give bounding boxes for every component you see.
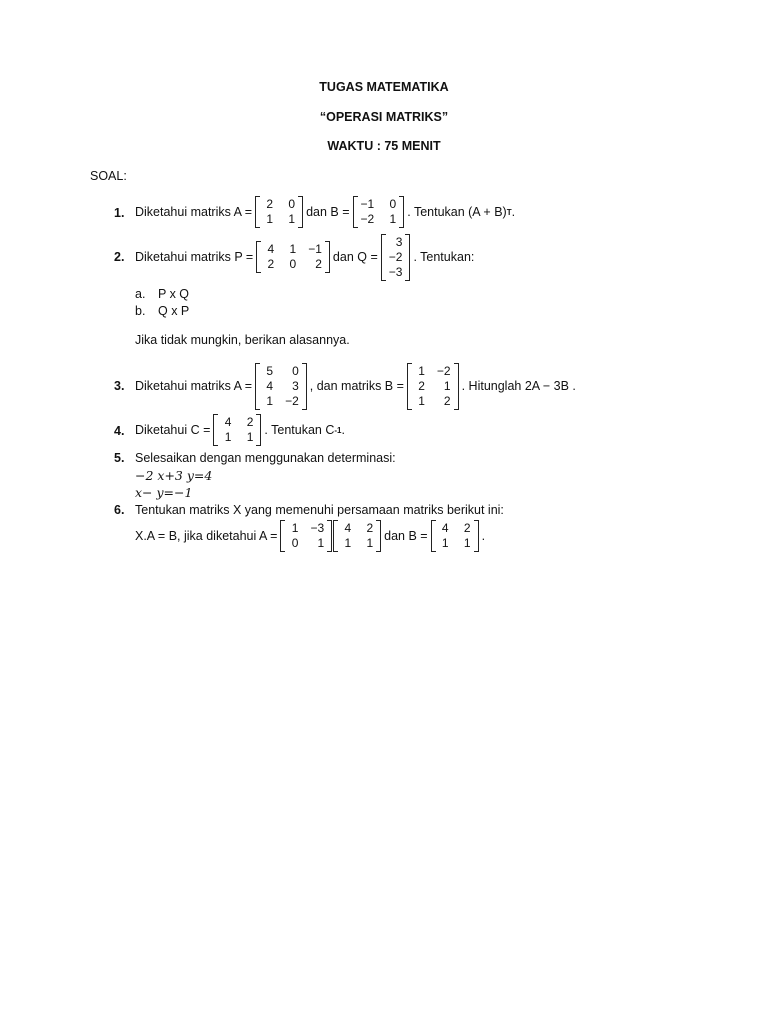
bracket-left bbox=[256, 363, 260, 410]
matrix-entry: 4 bbox=[344, 521, 352, 535]
matrix-entry: −3 bbox=[310, 521, 325, 535]
q1-matrix-b bbox=[353, 196, 405, 228]
matrix-entry: −1 bbox=[360, 197, 375, 211]
q2-matrix-q bbox=[381, 234, 411, 281]
matrix-entry: −2 bbox=[360, 212, 375, 226]
matrix-entry: 4 bbox=[441, 521, 449, 535]
bracket-left bbox=[256, 196, 260, 228]
matrix-entry: 2 bbox=[315, 257, 322, 271]
page-title: TUGAS MATEMATIKA bbox=[319, 80, 449, 94]
q6-end: . bbox=[481, 529, 486, 543]
matrix-entry: 1 bbox=[443, 378, 451, 393]
page-subtitle: “OPERASI MATRIKS” bbox=[319, 110, 449, 124]
matrix-entry: 4 bbox=[267, 242, 275, 256]
matrix-entry: 2 bbox=[266, 197, 274, 211]
bracket-right bbox=[454, 363, 458, 410]
matrix-entry: 0 bbox=[288, 197, 296, 211]
q1-transpose-sup: T bbox=[506, 207, 512, 217]
bracket-left bbox=[281, 520, 285, 552]
q2-post: . Tentukan: bbox=[413, 250, 475, 264]
bracket-left bbox=[214, 414, 218, 446]
q1-pre: Diketahui matriks A = bbox=[135, 205, 253, 219]
q5-text: Selesaikan dengan menggunakan determinasi: bbox=[135, 451, 396, 465]
q3-post: . Hitunglah 2A − 3B . bbox=[461, 379, 576, 393]
q2-number: 2. bbox=[114, 250, 125, 264]
matrix-entry: 5 bbox=[266, 363, 274, 378]
question-4 bbox=[135, 414, 345, 446]
matrix-entry: 1 bbox=[266, 212, 274, 226]
q6-matrix-b bbox=[431, 520, 479, 552]
q3-pre: Diketahui matriks A = bbox=[135, 379, 253, 393]
matrix-entry: 1 bbox=[418, 393, 425, 408]
q2-item-b-text: Q x P bbox=[158, 304, 190, 318]
matrix-entry: −1 bbox=[308, 242, 322, 256]
bracket-right bbox=[256, 414, 260, 446]
matrix-entry: 0 bbox=[291, 536, 299, 550]
q6-mid: dan B = bbox=[384, 529, 428, 543]
q2-item-b-label: b. bbox=[135, 304, 146, 318]
q1-post: . Tentukan (A + B) bbox=[407, 205, 507, 219]
bracket-left bbox=[257, 241, 261, 273]
matrix-entry: 4 bbox=[224, 415, 232, 429]
question-2 bbox=[135, 232, 474, 282]
matrix-entry: 1 bbox=[418, 363, 425, 378]
q2-pre: Diketahui matriks P = bbox=[135, 250, 254, 264]
q5-equation-2: x− y=−1 bbox=[135, 485, 193, 500]
matrix-entry: 3 bbox=[395, 234, 403, 249]
question-3 bbox=[135, 360, 576, 412]
q3-number: 3. bbox=[114, 379, 125, 393]
q5-equation-1: −2 x+3 y=4 bbox=[135, 468, 213, 483]
q2-item-a-text: P x Q bbox=[158, 287, 190, 301]
matrix-entry: 2 bbox=[246, 415, 254, 429]
q3-matrix-a bbox=[255, 363, 307, 410]
matrix-entry: 1 bbox=[289, 242, 297, 256]
matrix-entry: 1 bbox=[246, 430, 254, 444]
matrix-entry: 2 bbox=[267, 257, 275, 271]
q1-number: 1. bbox=[114, 206, 125, 220]
q1-mid: dan B = bbox=[306, 205, 350, 219]
q2-mid: dan Q = bbox=[332, 250, 378, 264]
q4-end: . bbox=[341, 423, 345, 437]
matrix-entry: 1 bbox=[291, 521, 299, 535]
bracket-right bbox=[325, 241, 329, 273]
soal-label: SOAL: bbox=[90, 169, 127, 183]
q1-end: . bbox=[511, 205, 516, 219]
q6-pre: X.A = B, jika diketahui A = bbox=[135, 529, 278, 543]
bracket-right bbox=[302, 363, 306, 410]
matrix-entry: −2 bbox=[436, 363, 451, 378]
matrix-entry: −2 bbox=[388, 249, 403, 264]
matrix-entry: 2 bbox=[443, 393, 451, 408]
q2-matrix-p bbox=[256, 241, 330, 273]
bracket-left bbox=[408, 363, 412, 410]
bracket-left bbox=[354, 196, 358, 228]
matrix-entry: −3 bbox=[388, 264, 403, 279]
matrix-entry: −2 bbox=[285, 393, 299, 408]
bracket-right bbox=[376, 520, 380, 552]
matrix-entry: 1 bbox=[389, 212, 397, 226]
matrix-entry: 0 bbox=[389, 197, 397, 211]
matrix-entry: 1 bbox=[266, 393, 274, 408]
question-1 bbox=[135, 196, 515, 228]
q6-matrix-a2 bbox=[333, 520, 381, 552]
q6-number: 6. bbox=[114, 503, 125, 517]
q5-number: 5. bbox=[114, 451, 125, 465]
bracket-right bbox=[298, 196, 302, 228]
bracket-right bbox=[327, 520, 331, 552]
matrix-entry: 1 bbox=[441, 536, 449, 550]
q6-text: Tentukan matriks X yang memenuhi persamaan matriks berikut ini: bbox=[135, 503, 504, 517]
matrix-entry: 2 bbox=[366, 521, 374, 535]
matrix-entry: 3 bbox=[292, 378, 299, 393]
matrix-entry: 1 bbox=[317, 536, 325, 550]
q4-number: 4. bbox=[114, 424, 125, 438]
matrix-entry: 0 bbox=[292, 363, 299, 378]
matrix-entry: 1 bbox=[224, 430, 232, 444]
bracket-right bbox=[399, 196, 403, 228]
matrix-entry: 2 bbox=[463, 521, 471, 535]
q2-item-a-label: a. bbox=[135, 287, 146, 301]
matrix-entry: 0 bbox=[289, 257, 297, 271]
q4-post: . Tentukan C bbox=[264, 423, 335, 437]
q2-note: Jika tidak mungkin, berikan alasannya. bbox=[135, 333, 350, 347]
bracket-left bbox=[334, 520, 338, 552]
q4-pre: Diketahui C = bbox=[135, 423, 211, 437]
bracket-left bbox=[432, 520, 436, 552]
q4-matrix-c bbox=[213, 414, 261, 446]
q4-inverse-sup: -1 bbox=[334, 425, 342, 435]
q6-matrix-a1 bbox=[280, 520, 332, 552]
question-6-equation bbox=[135, 520, 485, 552]
bracket-right bbox=[405, 234, 409, 281]
q3-matrix-b bbox=[407, 363, 459, 410]
matrix-entry: 4 bbox=[266, 378, 274, 393]
matrix-entry: 1 bbox=[463, 536, 471, 550]
q3-mid: , dan matriks B = bbox=[309, 379, 404, 393]
matrix-entry: 1 bbox=[288, 212, 296, 226]
bracket-left bbox=[382, 234, 386, 281]
bracket-right bbox=[474, 520, 478, 552]
time-limit: WAKTU : 75 MENIT bbox=[327, 139, 441, 153]
q1-matrix-a bbox=[255, 196, 303, 228]
matrix-entry: 2 bbox=[418, 378, 425, 393]
matrix-entry: 1 bbox=[366, 536, 374, 550]
matrix-entry: 1 bbox=[344, 536, 352, 550]
